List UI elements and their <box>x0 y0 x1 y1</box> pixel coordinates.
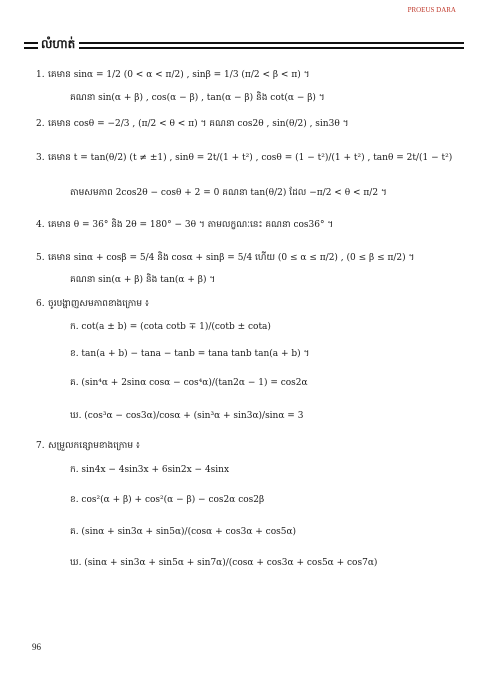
exercise-line <box>36 441 140 452</box>
exercise-number: 1. <box>36 70 45 80</box>
exercise-line <box>70 275 215 286</box>
exercise-line <box>70 349 310 360</box>
exercise-line <box>70 378 308 389</box>
exercise-line <box>70 527 296 538</box>
exercise-line <box>70 93 325 104</box>
exercise-line <box>70 322 271 333</box>
exercise-text: គណនា sin(α + β) និង tan(α + β) ។ <box>70 275 216 285</box>
exercise-line <box>36 153 452 164</box>
author-header: PROEUS DARA <box>407 6 456 14</box>
exercise-text: គ. (sin⁴α + 2sinα cosα − cos⁴α)/(tan2α − 1) = cos2α <box>70 378 308 388</box>
exercise-text: គេមាន sinα = 1/2 (0 < α < π/2) , sinβ = 1/3 (π/2 < β < π) ។ <box>48 70 310 80</box>
section-title: លំហាត់ <box>41 37 76 51</box>
exercise-line <box>70 465 229 476</box>
exercise-text: គេមាន cosθ = −2/3 , (π/2 < θ < π) ។ គណនា cos2θ , sin(θ/2) , sin3θ ។ <box>48 119 349 129</box>
exercise-number: 4. <box>36 220 45 230</box>
exercise-text: គេមាន t = tan(θ/2) (t ≠ ±1) , sinθ = 2t/(1 + t²) , cosθ = (1 − t²)/(1 + t²) , tanθ = 2t/(1 − t²) <box>48 153 453 163</box>
exercise-text: ខ. cos²(α + β) + cos²(α − β) − cos2α cos2β <box>70 495 265 505</box>
exercise-text: គេមាន sinα + cosβ = 5/4 និង cosα + sinβ = 5/4 ហើយ (0 ≤ α ≤ π/2) , (0 ≤ β ≤ π/2) ។ <box>48 253 415 263</box>
exercise-text: តាមសមភាព 2cos2θ − cosθ + 2 = 0 គណនា tan(θ/2) ដែល −π/2 < θ < π/2 ។ <box>70 188 387 198</box>
exercise-text: ឃ. (cos³α − cos3α)/cosα + (sin³α + sin3α)/sinα = 3 <box>70 411 304 421</box>
exercise-line <box>36 220 333 231</box>
exercise-text: គណនា sin(α + β) , cos(α − β) , tan(α − β) និង cot(α − β) ។ <box>70 93 325 103</box>
exercise-number: 3. <box>36 153 45 163</box>
exercise-number: 7. <box>36 441 45 451</box>
exercise-text: ឃ. (sinα + sin3α + sin5α + sin7α)/(cosα + cos3α + cos5α + cos7α) <box>70 558 378 568</box>
exercise-text: ក. sin4x − 4sin3x + 6sin2x − 4sinx <box>70 465 230 475</box>
exercise-line <box>36 70 310 81</box>
title-rule <box>79 42 464 49</box>
exercise-line <box>70 558 377 569</box>
exercise-text: ក. cot(a ± b) = (cota cotb ∓ 1)/(cotb ± cota) <box>70 322 271 332</box>
exercise-line <box>36 253 414 264</box>
exercise-line <box>36 299 149 310</box>
exercise-number: 6. <box>36 299 45 309</box>
page-number: 96 <box>32 642 41 652</box>
exercise-number: 5. <box>36 253 45 263</box>
exercise-line <box>70 411 303 422</box>
exercise-line <box>36 119 349 130</box>
title-dash <box>24 42 38 49</box>
exercise-text: ខ. tan(a + b) − tana − tanb = tana tanb tan(a + b) ។ <box>70 349 310 359</box>
exercise-text: គ. (sinα + sin3α + sin5α)/(cosα + cos3α + cos5α) <box>70 527 297 537</box>
exercise-line <box>70 188 387 199</box>
exercise-line <box>70 495 264 506</box>
exercise-text: គេមាន θ = 36° និង 2θ = 180° − 3θ ។ តាមលក្ខណៈនេះ គណនា cos36° ។ <box>48 220 334 230</box>
exercise-text: ចូរបង្ហាញសមភាពខាងក្រោម ៖ <box>48 299 149 309</box>
exercise-number: 2. <box>36 119 45 129</box>
section-title-bar <box>24 36 464 54</box>
exercise-text: សម្រួលកន្សោមខាងក្រោម ៖ <box>48 441 140 451</box>
